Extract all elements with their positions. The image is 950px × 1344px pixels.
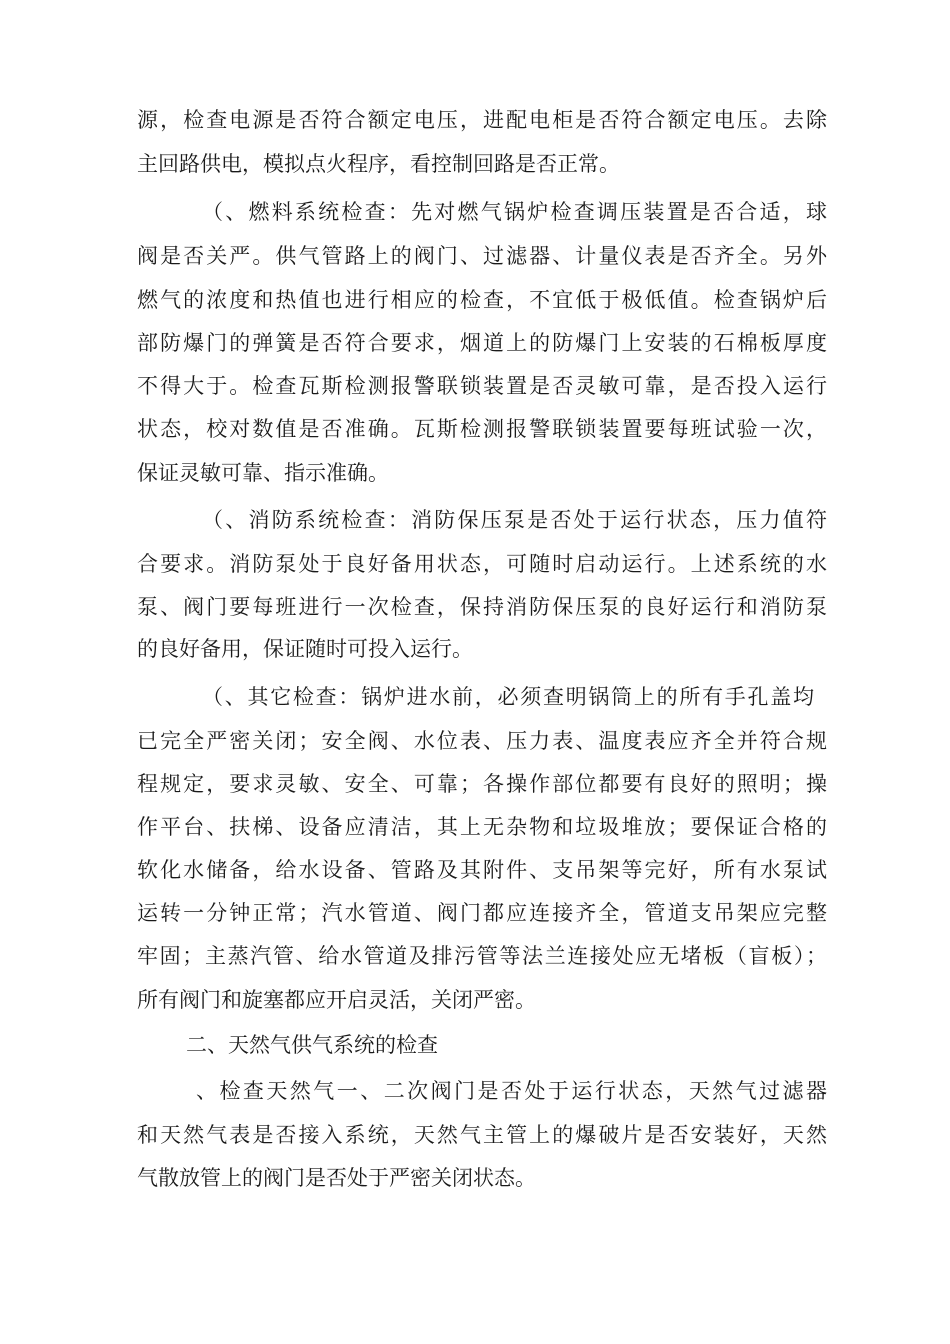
text-line: 不得大于。检查瓦斯检测报警联锁装置是否灵敏可靠，是否投入运行 — [137, 374, 827, 398]
text-line: 牢固；主蒸汽管、给水管道及排污管等法兰连接处应无堵板（盲板）； — [137, 944, 827, 968]
paragraph-start-line: （、燃料系统检查：先对燃气锅炉检查调压装置是否合适，球 — [202, 200, 827, 224]
text-line: 主回路供电，模拟点火程序，看控制回路是否正常。 — [137, 152, 620, 176]
text-line: 所有阀门和旋塞都应开启灵活，关闭严密。 — [137, 988, 536, 1012]
text-line: 作平台、扶梯、设备应清洁，其上无杂物和垃圾堆放；要保证合格的 — [137, 815, 827, 839]
text-line: 部防爆门的弹簧是否符合要求，烟道上的防爆门上安装的石棉板厚度 — [137, 331, 827, 355]
text-line: 已完全严密关闭；安全阀、水位表、压力表、温度表应齐全并符合规 — [137, 729, 827, 753]
paragraph-start-line: （、消防系统检查：消防保压泵是否处于运行状态，压力值符 — [202, 508, 827, 532]
text-line: 软化水储备，给水设备、管路及其附件、支吊架等完好，所有水泵试 — [137, 858, 827, 882]
text-line: 保证灵敏可靠、指示准确。 — [137, 461, 389, 485]
text-line: 运转一分钟正常；汽水管道、阀门都应连接齐全，管道支吊架应完整 — [137, 901, 827, 925]
paragraph-start-line: 、检查天然气一、二次阀门是否处于运行状态，天然气过滤器 — [196, 1079, 827, 1103]
text-line: 程规定，要求灵敏、安全、可靠；各操作部位都要有良好的照明；操 — [137, 772, 827, 796]
text-line: 泵、阀门要每班进行一次检查，保持消防保压泵的良好运行和消防泵 — [137, 595, 827, 619]
text-line: 合要求。消防泵处于良好备用状态，可随时启动运行。上述系统的水 — [137, 552, 827, 576]
text-line: 和天然气表是否接入系统，天然气主管上的爆破片是否安装好，天然 — [137, 1123, 827, 1147]
paragraph-start-line: （、其它检查：锅炉进水前，必须查明锅筒上的所有手孔盖均 — [202, 685, 814, 709]
text-line: 阀是否关严。供气管路上的阀门、过滤器、计量仪表是否齐全。另外 — [137, 244, 827, 268]
text-line: 气散放管上的阀门是否处于严密关闭状态。 — [137, 1166, 536, 1190]
text-line: 的良好备用，保证随时可投入运行。 — [137, 637, 473, 661]
text-line: 源，检查电源是否符合额定电压，进配电柜是否符合额定电压。去除 — [137, 108, 827, 132]
section-heading: 二、天然气供气系统的检查 — [186, 1033, 438, 1057]
text-line: 状态，校对数值是否准确。瓦斯检测报警联锁装置要每班试验一次， — [137, 417, 827, 441]
text-line: 燃气的浓度和热值也进行相应的检查，不宜低于极低值。检查锅炉后 — [137, 288, 827, 312]
